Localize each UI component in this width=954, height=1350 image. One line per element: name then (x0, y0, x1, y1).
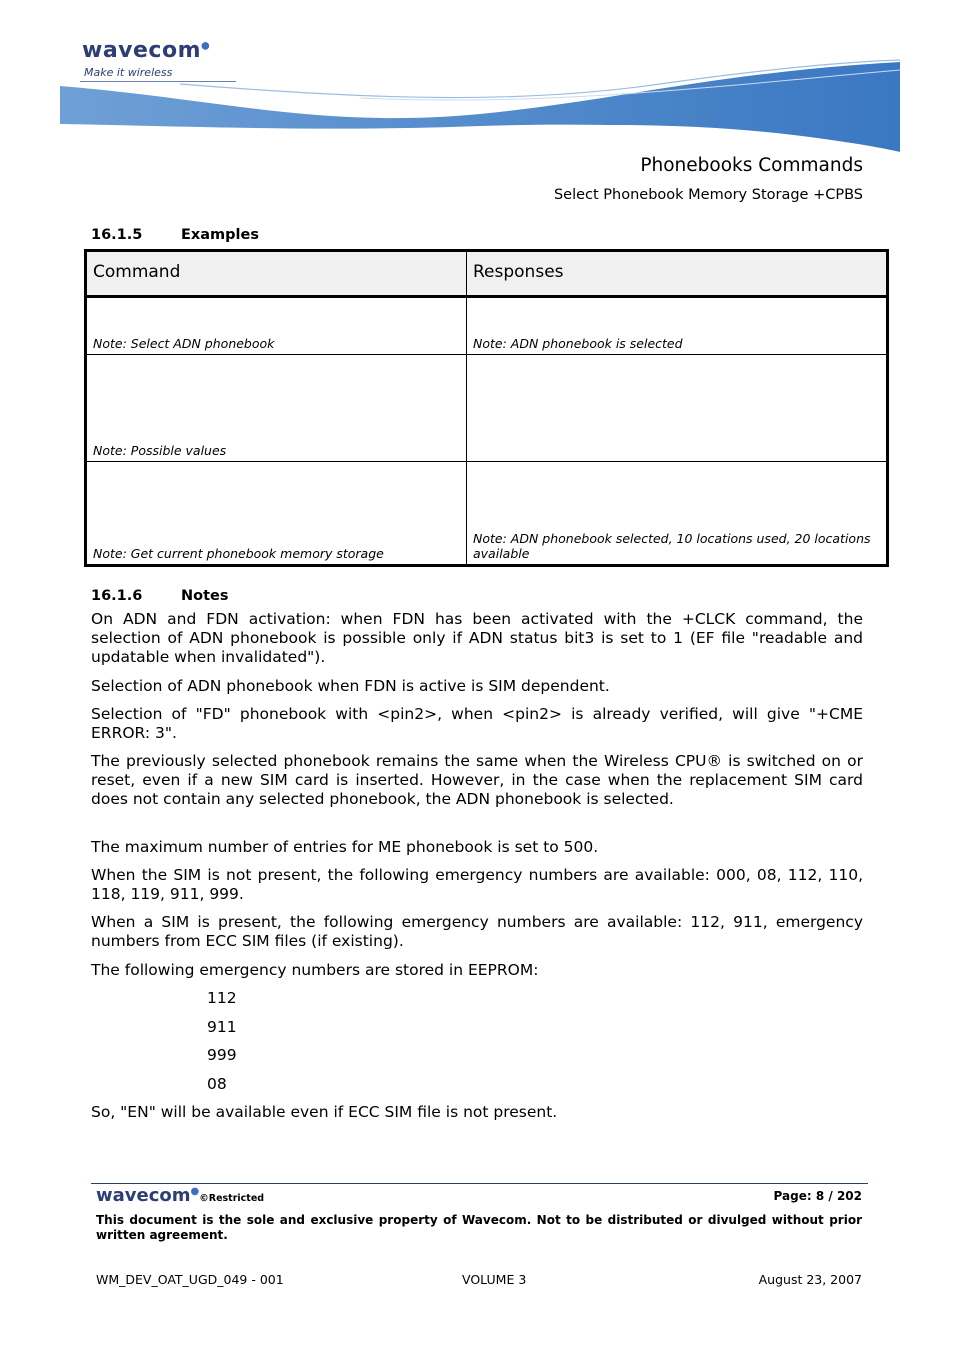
page-label: Page: (773, 1189, 812, 1203)
notes-paragraph: When the SIM is not present, the following emergency numbers are available: 000, 08, 112, 110, 118, 119, 911, 999. (91, 866, 863, 903)
notes-paragraph: Selection of ADN phonebook when FDN is active is SIM dependent. (91, 677, 610, 695)
page-separator: / (824, 1189, 837, 1203)
examples-title: Examples (181, 227, 259, 243)
notes-paragraph: The following emergency numbers are stored in EEPROM: (91, 961, 539, 979)
logo-text: wavecom (82, 38, 202, 63)
response-note (467, 355, 888, 462)
eeprom-number: 08 (207, 1075, 227, 1093)
property-notice: This document is the sole and exclusive property of Wavecom. Not to be distributed or divulged without prior written agreement. (96, 1213, 862, 1242)
page-total: 202 (836, 1189, 862, 1203)
logo-swirl-icon: ● (201, 40, 211, 52)
page-indicator (774, 1189, 862, 1203)
volume-label: VOLUME 3 (462, 1272, 527, 1287)
command-note: Note: Possible values (86, 355, 467, 462)
header-wave-graphic (60, 54, 900, 154)
notes-title: Notes (181, 588, 229, 604)
command-note: Note: Select ADN phonebook (86, 297, 467, 355)
notes-paragraph: The maximum number of entries for ME phonebook is set to 500. (91, 838, 599, 856)
eeprom-number: 911 (207, 1018, 237, 1036)
restricted-label: ©Restricted (199, 1193, 265, 1204)
notes-paragraph: When a SIM is present, the following emergency numbers are available: 112, 911, emergency numbers from ECC SIM files (if existing). (91, 913, 863, 950)
response-note: Note: ADN phonebook selected, 10 locations used, 20 locations available (467, 462, 888, 566)
page-current: 8 (815, 1189, 825, 1203)
footer-logo (96, 1185, 264, 1206)
response-note: Note: ADN phonebook is selected (467, 297, 888, 355)
table-header-row (86, 251, 888, 297)
eeprom-number: 112 (207, 989, 237, 1007)
doc-id: WM_DEV_OAT_UGD_049 - 001 (96, 1272, 284, 1287)
command-note: Note: Get current phonebook memory storage (86, 462, 467, 566)
tagline: Make it wireless (84, 66, 173, 79)
footer-logo-text: wavecom (96, 1185, 191, 1206)
section-subtitle: Select Phonebook Memory Storage +CPBS (553, 187, 863, 203)
notes-paragraph: The previously selected phonebook remains the same when the Wireless CPU® is switched on or reset, even if a new SIM card is inserted. However, in the case when the replacement SIM card does not contain any selected phonebook, the ADN phonebook is selected. (91, 752, 863, 808)
notes-number: 16.1.6 (91, 588, 143, 604)
notes-paragraph: Selection of "FD" phonebook with <pin2>, when <pin2> is already verified, will give "+CME ERROR: 3". (91, 705, 863, 742)
eeprom-number: 999 (207, 1046, 237, 1064)
column-header-command: Command (86, 251, 467, 297)
examples-heading (91, 227, 259, 243)
notes-heading (91, 588, 229, 604)
table-row (86, 297, 888, 355)
footer-logo-swirl-icon: ● (190, 1186, 200, 1197)
examples-table (84, 249, 889, 567)
column-header-responses: Responses (467, 251, 888, 297)
section-title: Phonebooks Commands (640, 155, 863, 176)
examples-number: 16.1.5 (91, 227, 143, 243)
notes-closing: So, "EN" will be available even if ECC SIM file is not present. (91, 1103, 558, 1121)
doc-date: August 23, 2007 (758, 1272, 862, 1287)
footer-rule (91, 1183, 868, 1184)
notes-paragraph: On ADN and FDN activation: when FDN has been activated with the +CLCK command, the selection of ADN phonebook is possible only if ADN status bit3 is set to 1 (EF file "readable and updatable when invalidated"). (91, 610, 863, 666)
table-row (86, 462, 888, 566)
table-row (86, 355, 888, 462)
